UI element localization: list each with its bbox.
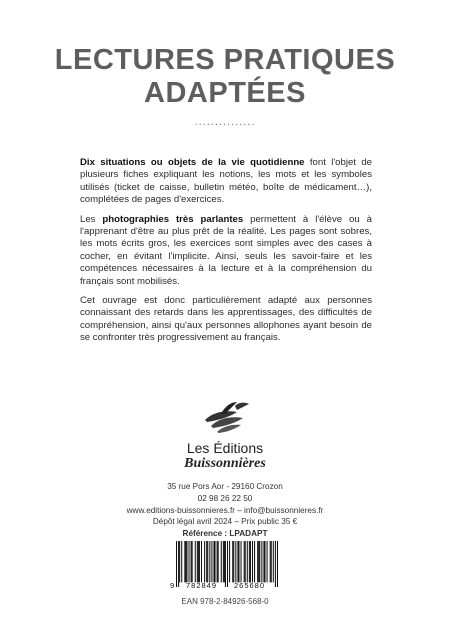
barcode-bar: [229, 541, 230, 582]
barcode-bar: [213, 541, 214, 582]
barcode-bar: [184, 541, 185, 582]
title-line-1: LECTURES PRATIQUES: [54, 44, 396, 76]
barcode-bar: [209, 541, 210, 582]
ean-code: EAN 978-2-84926-568-0: [181, 597, 269, 606]
barcode-bar: [249, 541, 250, 582]
barcode-bar: [197, 541, 198, 582]
barcode-lead-digit: 9: [170, 581, 175, 590]
paragraph-1: [80, 157, 372, 207]
paragraph-1-rest: font l'objet de plusieurs fiches expliquant les notions, les mots et les symboles utilisés (ticket de caisse, bulletin météo, boîte de médicament…), complétées de pages d'exercices.: [80, 157, 373, 206]
barcode-bar: [254, 541, 255, 582]
barcode-bar: [186, 541, 187, 582]
separator-dots: ...............: [194, 116, 256, 128]
barcode-bar: [235, 541, 236, 582]
barcode-bar: [204, 541, 205, 582]
barcode-bar: [185, 541, 186, 582]
barcode-bar: [245, 541, 246, 582]
barcode-bar: [238, 541, 239, 582]
barcode-bar: [225, 541, 226, 587]
publisher-logo: [0, 398, 450, 438]
barcode-bar: [221, 541, 222, 582]
barcode-bar: [201, 541, 202, 582]
barcode-bar: [250, 541, 251, 582]
paragraph-2: [80, 214, 372, 288]
barcode-group-1: 782849: [186, 581, 218, 590]
barcode-bar: [207, 541, 208, 582]
barcode-bar: [241, 541, 242, 582]
barcode-bar: [259, 541, 260, 582]
barcode-bar: [198, 541, 199, 582]
paragraph-1-bold: Dix situations ou objets de la vie quotidienne: [80, 157, 305, 168]
barcode-bar: [267, 541, 268, 582]
barcode-bar: [270, 541, 271, 582]
book-title: [0, 44, 450, 110]
barcode-bar: [247, 541, 248, 582]
barcode-bar: [223, 541, 224, 582]
barcode-bar: [178, 541, 179, 587]
barcode-bar: [217, 541, 218, 582]
barcode-bar: [181, 541, 182, 582]
barcode-bar: [264, 541, 265, 582]
paragraph-3: Cet ouvrage est donc particulièrement adapté aux personnes connaissant des retards dans les apprentissages, des difficultés de compréhension, ainsi qu'aux personnes allophones ayant besoin de se confronter très progressivement au français.: [80, 295, 372, 344]
barcode-bar: [261, 541, 262, 582]
barcode-bar: [257, 541, 258, 582]
barcode-bar: [237, 541, 238, 582]
barcode-bar: [179, 541, 180, 582]
publisher-name-line-2: Buissonnières: [184, 456, 266, 471]
barcode-bar: [176, 541, 177, 587]
publisher-contact: [0, 481, 450, 540]
barcode-bar: [252, 541, 253, 582]
barcode-bar: [244, 541, 245, 582]
address: 35 rue Pors Aor - 29160 Crozon: [167, 482, 283, 491]
barcode-bar: [227, 541, 228, 587]
paragraph-2-rest: permettent à l'élève ou à l'apprenant d'être au plus prêt de la réalité. Les pages sont sobres, les mots écrits gros, les exercices sont simples avec des cases à cocher, en évitant l'implicite. Ainsi, seuls les savoir-faire et les compétences nécessaires à la lecture et à la compréhension du français sont mobilisés.: [80, 213, 372, 287]
barcode-bar: [271, 541, 272, 582]
publisher-name-line-1: Les Éditions: [186, 440, 264, 456]
barcode-bar: [258, 541, 259, 582]
barcode-bar: [215, 541, 216, 582]
barcode-bar: [191, 541, 192, 582]
barcode-bar: [224, 541, 225, 582]
reference: Référence : LPADAPT: [182, 529, 268, 539]
barcode-bar: [199, 541, 200, 582]
barcode-bar: [273, 541, 274, 582]
barcode-bar: [232, 541, 233, 582]
barcode-bar: [211, 541, 212, 582]
barcode-bar: [188, 541, 189, 582]
web-email: www.editions-buissonnieres.fr – info@buissonnieres.fr: [126, 505, 324, 515]
barcode-group-2: 265680: [234, 581, 266, 590]
barcode-bar: [263, 541, 264, 582]
barcode-bar: [218, 541, 219, 582]
barcode-bar: [206, 541, 207, 582]
barcode-bar: [233, 541, 234, 582]
barcode-bar: [192, 541, 193, 582]
phone: 02 98 26 22 50: [197, 493, 253, 503]
legal-deposit: Dépôt légal avril 2024 – Prix public 35 €: [152, 517, 298, 527]
barcode-bar: [277, 541, 278, 587]
blurb: [80, 157, 372, 352]
paragraph-2-bold: photographies très parlantes: [102, 213, 244, 225]
title-line-2: ADAPTÉES: [144, 77, 306, 109]
barcode-bar: [195, 541, 196, 582]
bird-leaf-icon: [195, 398, 255, 438]
paragraph-2-pre: Les: [80, 213, 103, 225]
barcode-bar: [275, 541, 276, 587]
